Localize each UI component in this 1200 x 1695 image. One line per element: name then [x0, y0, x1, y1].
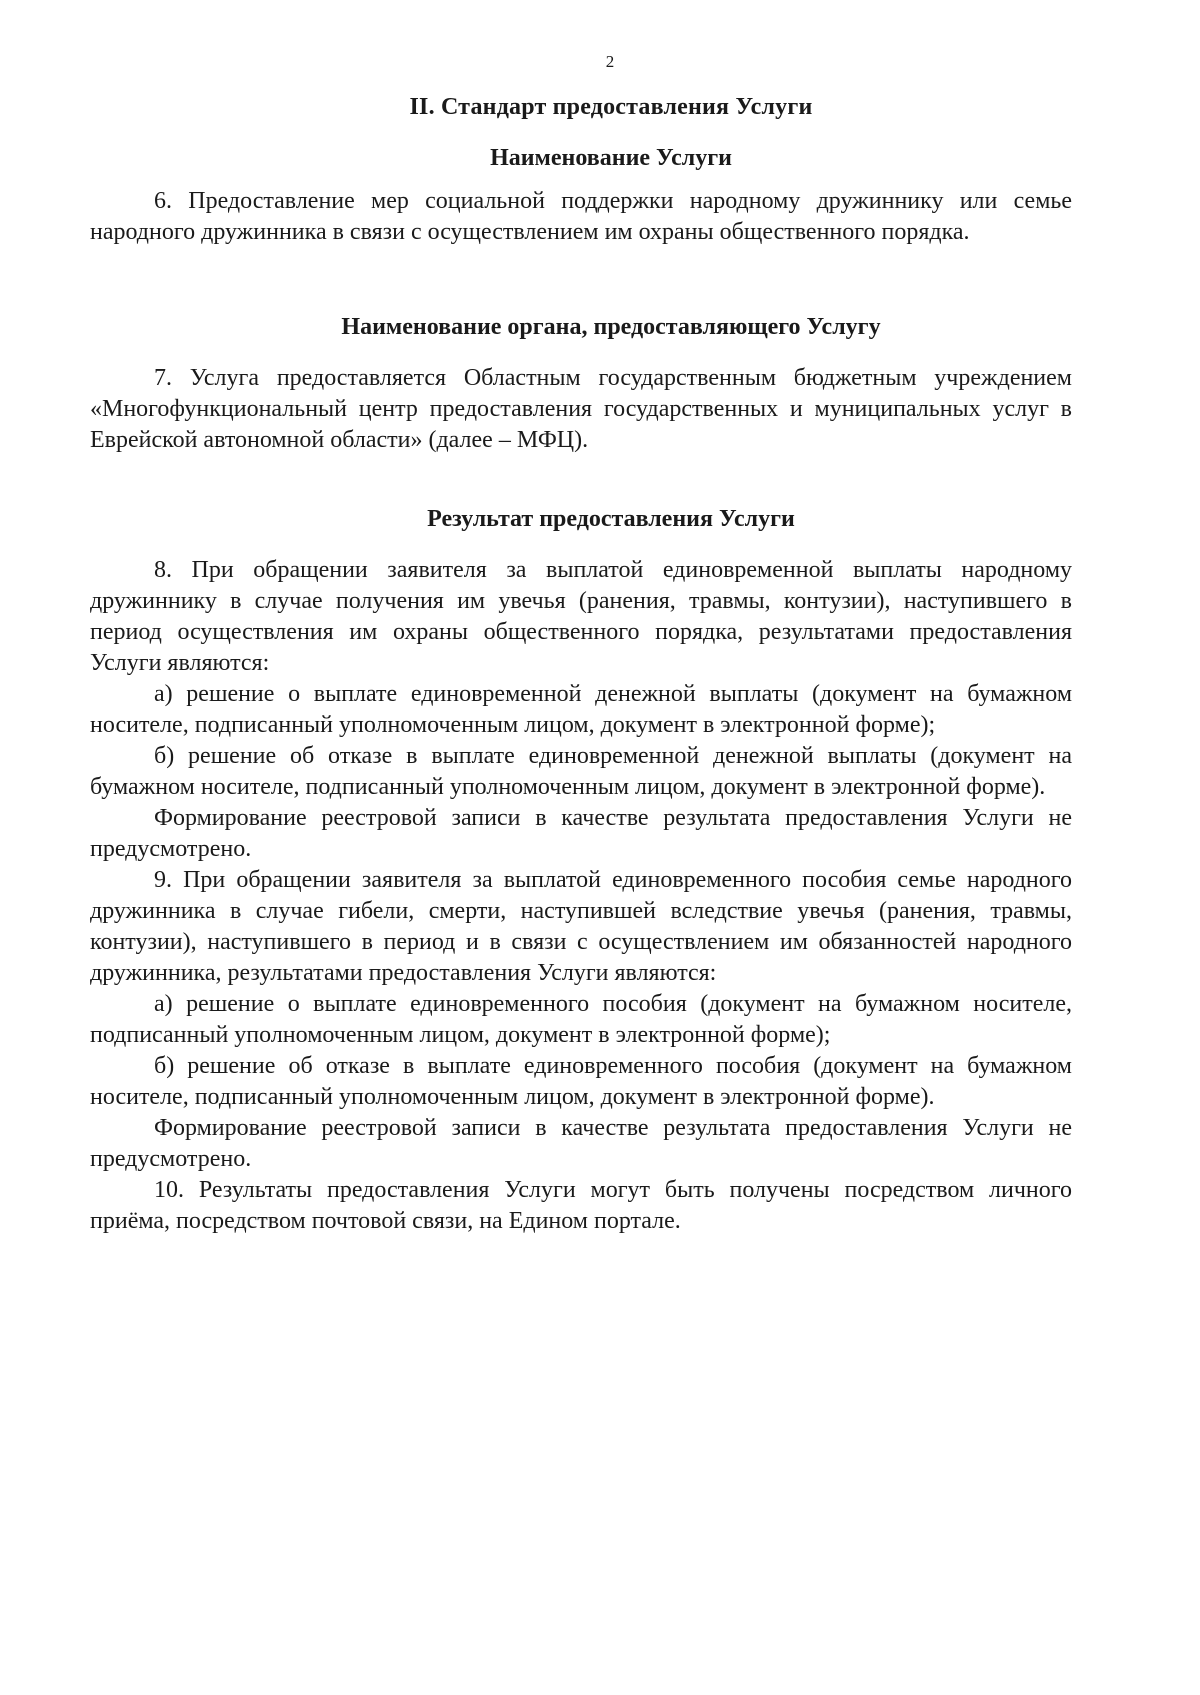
paragraph-9-registry-note: Формирование реестровой записи в качестве результата предоставления Услуги не предусмотрено. [90, 1115, 1072, 1172]
section-title: II. Стандарт предоставления Услуги [409, 94, 813, 120]
paragraph-8-registry-note: Формирование реестровой записи в качестве результата предоставления Услуги не предусмотрено. [90, 805, 1072, 862]
heading-service-name: Наименование Услуги [490, 145, 732, 171]
page-number: 2 [605, 52, 615, 71]
section-provider [90, 314, 1072, 456]
paragraph-8b: б) решение об отказе в выплате единовременной денежной выплаты (документ на бумажном носителе, подписанный уполномоченным лицом, документ в электронной форме). [90, 743, 1072, 800]
paragraph-9: 9. При обращении заявителя за выплатой единовременного пособия семье народного дружинника в случае гибели, смерти, наступившей вследствие увечья (ранения, травмы, контузии), наступившего в период и в связи с осуществлением им обязанностей народного дружинника, результатами предоставления Услуги являются: [90, 867, 1072, 986]
paragraph-8a: а) решение о выплате единовременной денежной выплаты (документ на бумажном носителе, подписанный уполномоченным лицом, документ в электронной форме); [90, 681, 1072, 738]
section-result [90, 506, 1072, 1237]
heading-provider: Наименование органа, предоставляющего Услугу [341, 314, 881, 340]
heading-result: Результат предоставления Услуги [427, 506, 795, 532]
paragraph-10: 10. Результаты предоставления Услуги могут быть получены посредством личного приёма, посредством почтовой связи, на Едином портале. [90, 1177, 1072, 1234]
paragraph-9a: а) решение о выплате единовременного пособия (документ на бумажном носителе, подписанный уполномоченным лицом, документ в электронной форме); [90, 991, 1072, 1048]
paragraph-7: 7. Услуга предоставляется Областным государственным бюджетным учреждением «Многофункциональный центр предоставления государственных и муниципальных услуг в Еврейской автономной области» (далее – МФЦ). [90, 365, 1072, 453]
paragraph-8: 8. При обращении заявителя за выплатой единовременной выплаты народному дружиннику в случае получения им увечья (ранения, травмы, контузии), наступившего в период осуществления им охраны общественного порядка, результатами предоставления Услуги являются: [90, 557, 1072, 676]
paragraph-9b: б) решение об отказе в выплате единовременного пособия (документ на бумажном носителе, подписанный уполномоченным лицом, документ в электронной форме). [90, 1053, 1072, 1110]
paragraph-6: 6. Предоставление мер социальной поддержки народному дружиннику или семье народного дружинника в связи с осуществлением им охраны общественного порядка. [90, 188, 1072, 245]
section-service-name [90, 145, 1072, 248]
